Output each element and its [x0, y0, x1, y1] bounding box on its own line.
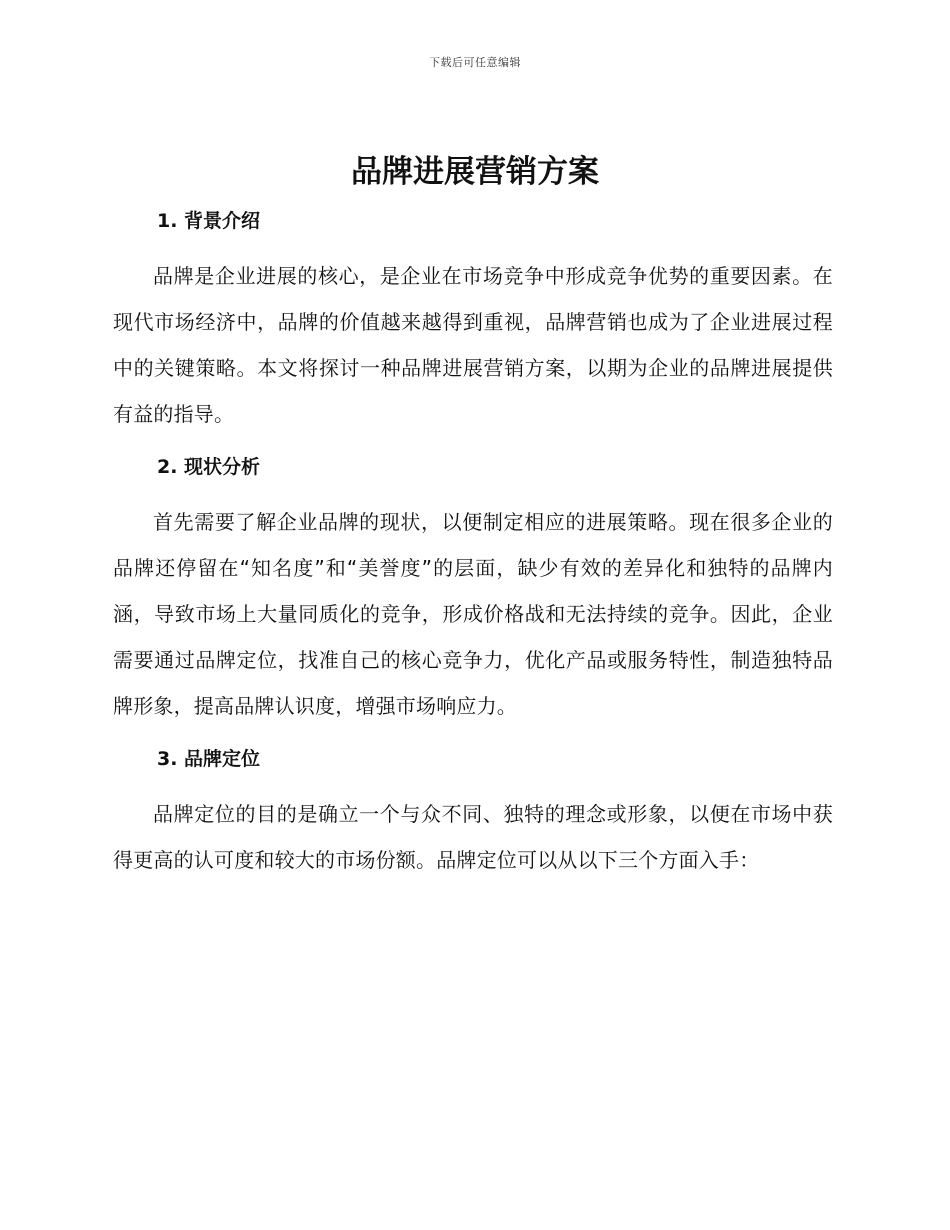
document-title: 品牌进展营销方案 — [351, 154, 599, 190]
section-heading-status-analysis: 2. 现状分析 — [157, 456, 261, 478]
page-header-note: 下载后可任意编辑 — [429, 56, 521, 69]
section-paragraph-brand-positioning: 品牌定位的目的是确立一个与众不同、独特的理念或形象，以便在市场中获得更高的认可度和较大的市场份额。品牌定位可以从以下三个方面入手： — [113, 802, 833, 872]
section-heading-brand-positioning: 3. 品牌定位 — [157, 748, 261, 770]
section-heading-background: 1. 背景介绍 — [157, 210, 261, 232]
document-body — [113, 201, 833, 883]
section-paragraph-background: 品牌是企业进展的核心，是企业在市场竞争中形成竞争优势的重要因素。在现代市场经济中，品牌的价值越来越得到重视，品牌营销也成为了企业进展过程中的关键策略。本文将探讨一种品牌进展营销方案，以期为企业的品牌进展提供有益的指导。 — [113, 264, 833, 426]
section-paragraph-status-analysis: 首先需要了解企业品牌的现状，以便制定相应的进展策略。现在很多企业的品牌还停留在“知名度”和“美誉度”的层面，缺少有效的差异化和独特的品牌内涵，导致市场上大量同质化的竞争，形成价格战和无法持续的竞争。因此，企业需要通过品牌定位，找准自己的核心竞争力，优化产品或服务特性，制造独特品牌形象，提高品牌认识度，增强市场响应力。 — [113, 510, 833, 718]
